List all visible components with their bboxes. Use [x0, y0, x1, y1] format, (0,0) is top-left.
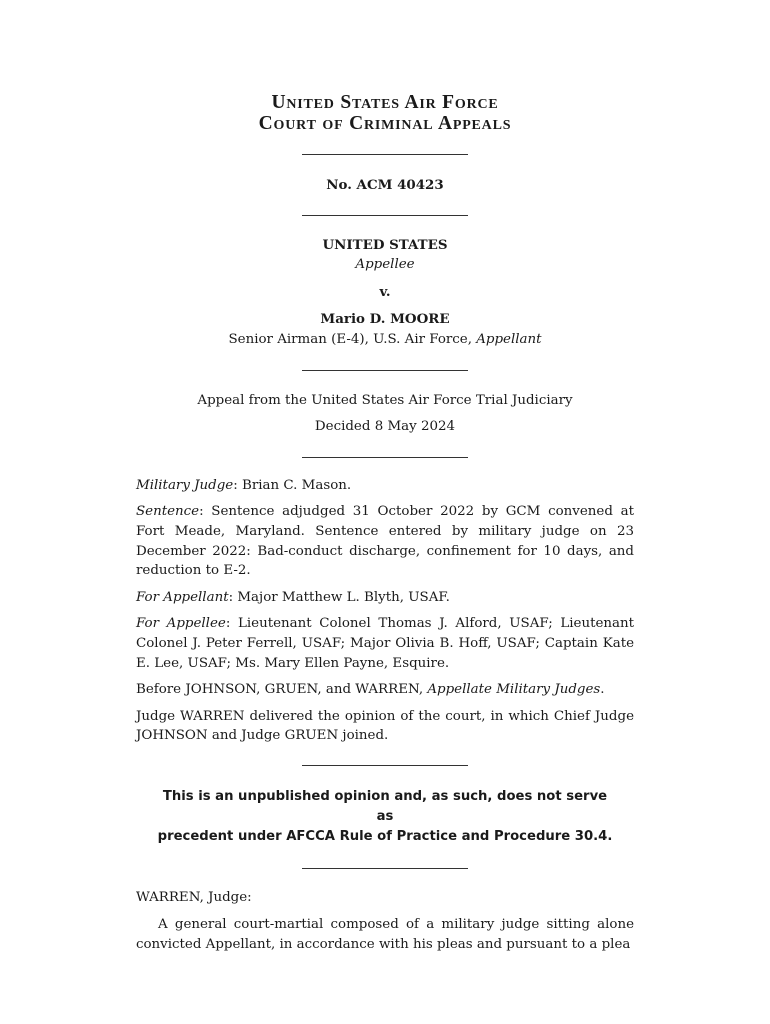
decision-date: Decided 8 May 2024	[314, 419, 456, 435]
versus: v.	[379, 283, 391, 300]
divider-rule	[302, 868, 468, 869]
opinion-author: WARREN, Judge:	[136, 889, 252, 905]
military-judge	[136, 476, 634, 496]
sentence	[136, 502, 634, 580]
military-judge-value: : Brian C. Mason.	[233, 477, 352, 493]
for-appellant	[136, 588, 634, 608]
notice-line-2: precedent under AFCCA Rule of Practice and Procedure 30.4.	[157, 828, 613, 844]
for-appellee-label: For Appellee	[136, 616, 226, 632]
document-page	[136, 90, 634, 955]
sentence-value: : Sentence adjudged 31 October 2022 by GCM convened at Fort Meade, Maryland. Sentence entered by military judge on 23 December 2022: Bad-conduct discharge, confinement for 10 days, and reduction to E-2.	[136, 504, 634, 579]
panel-judges-role: Appellate Military Judges	[427, 682, 601, 698]
opinion-delivered: Judge WARREN delivered the opinion of the court, in which Chief Judge JOHNSON and Judge GRUEN joined.	[136, 708, 634, 744]
unpublished-notice	[136, 787, 634, 847]
appellee-name: UNITED STATES	[322, 236, 448, 253]
panel-judges	[136, 680, 634, 700]
panel-judges-text: Before JOHNSON, GRUEN, and WARREN,	[136, 682, 428, 698]
for-appellant-value: : Major Matthew L. Blyth, USAF.	[228, 589, 450, 605]
case-caption	[136, 236, 634, 350]
case-number: No. ACM 40423	[326, 177, 444, 193]
appeal-from: Appeal from the United States Air Force Trial Judiciary	[197, 392, 573, 408]
opinion-paragraph: A general court-martial composed of a military judge sitting alone convicted Appellant, in accordance with his pleas and pursuant to a plea	[136, 917, 634, 953]
appellant-description	[136, 330, 634, 350]
divider-rule	[302, 457, 468, 458]
notice-line-1: This is an unpublished opinion and, as such, does not serve as	[162, 788, 608, 824]
court-name-line-1: United States Air Force	[271, 92, 499, 113]
divider-rule	[302, 370, 468, 371]
appellee-role: Appellee	[355, 257, 415, 273]
court-name-line-2: Court of Criminal Appeals	[258, 113, 512, 134]
case-details	[136, 476, 634, 746]
appellant-role: Appellant	[476, 331, 542, 347]
divider-rule	[302, 215, 468, 216]
for-appellant-label: For Appellant	[136, 589, 229, 605]
appellant-rank: Senior Airman (E-4), U.S. Air Force,	[228, 331, 477, 347]
appellant-name: Mario D. MOORE	[320, 311, 450, 328]
for-appellee	[136, 614, 634, 673]
divider-rule	[302, 765, 468, 766]
sentence-label: Sentence	[136, 504, 200, 520]
military-judge-label: Military Judge	[136, 477, 234, 493]
divider-rule	[302, 154, 468, 155]
for-appellee-value: : Lieutenant Colonel Thomas J. Alford, USAF; Lieutenant Colonel J. Peter Ferrell, USAF; Major Olivia B. Hoff, USAF; Captain Kate E. Lee, USAF; Ms. Mary Ellen Payne, Esquire.	[136, 616, 635, 671]
court-heading	[136, 92, 634, 134]
panel-judges-end: .	[600, 682, 605, 698]
